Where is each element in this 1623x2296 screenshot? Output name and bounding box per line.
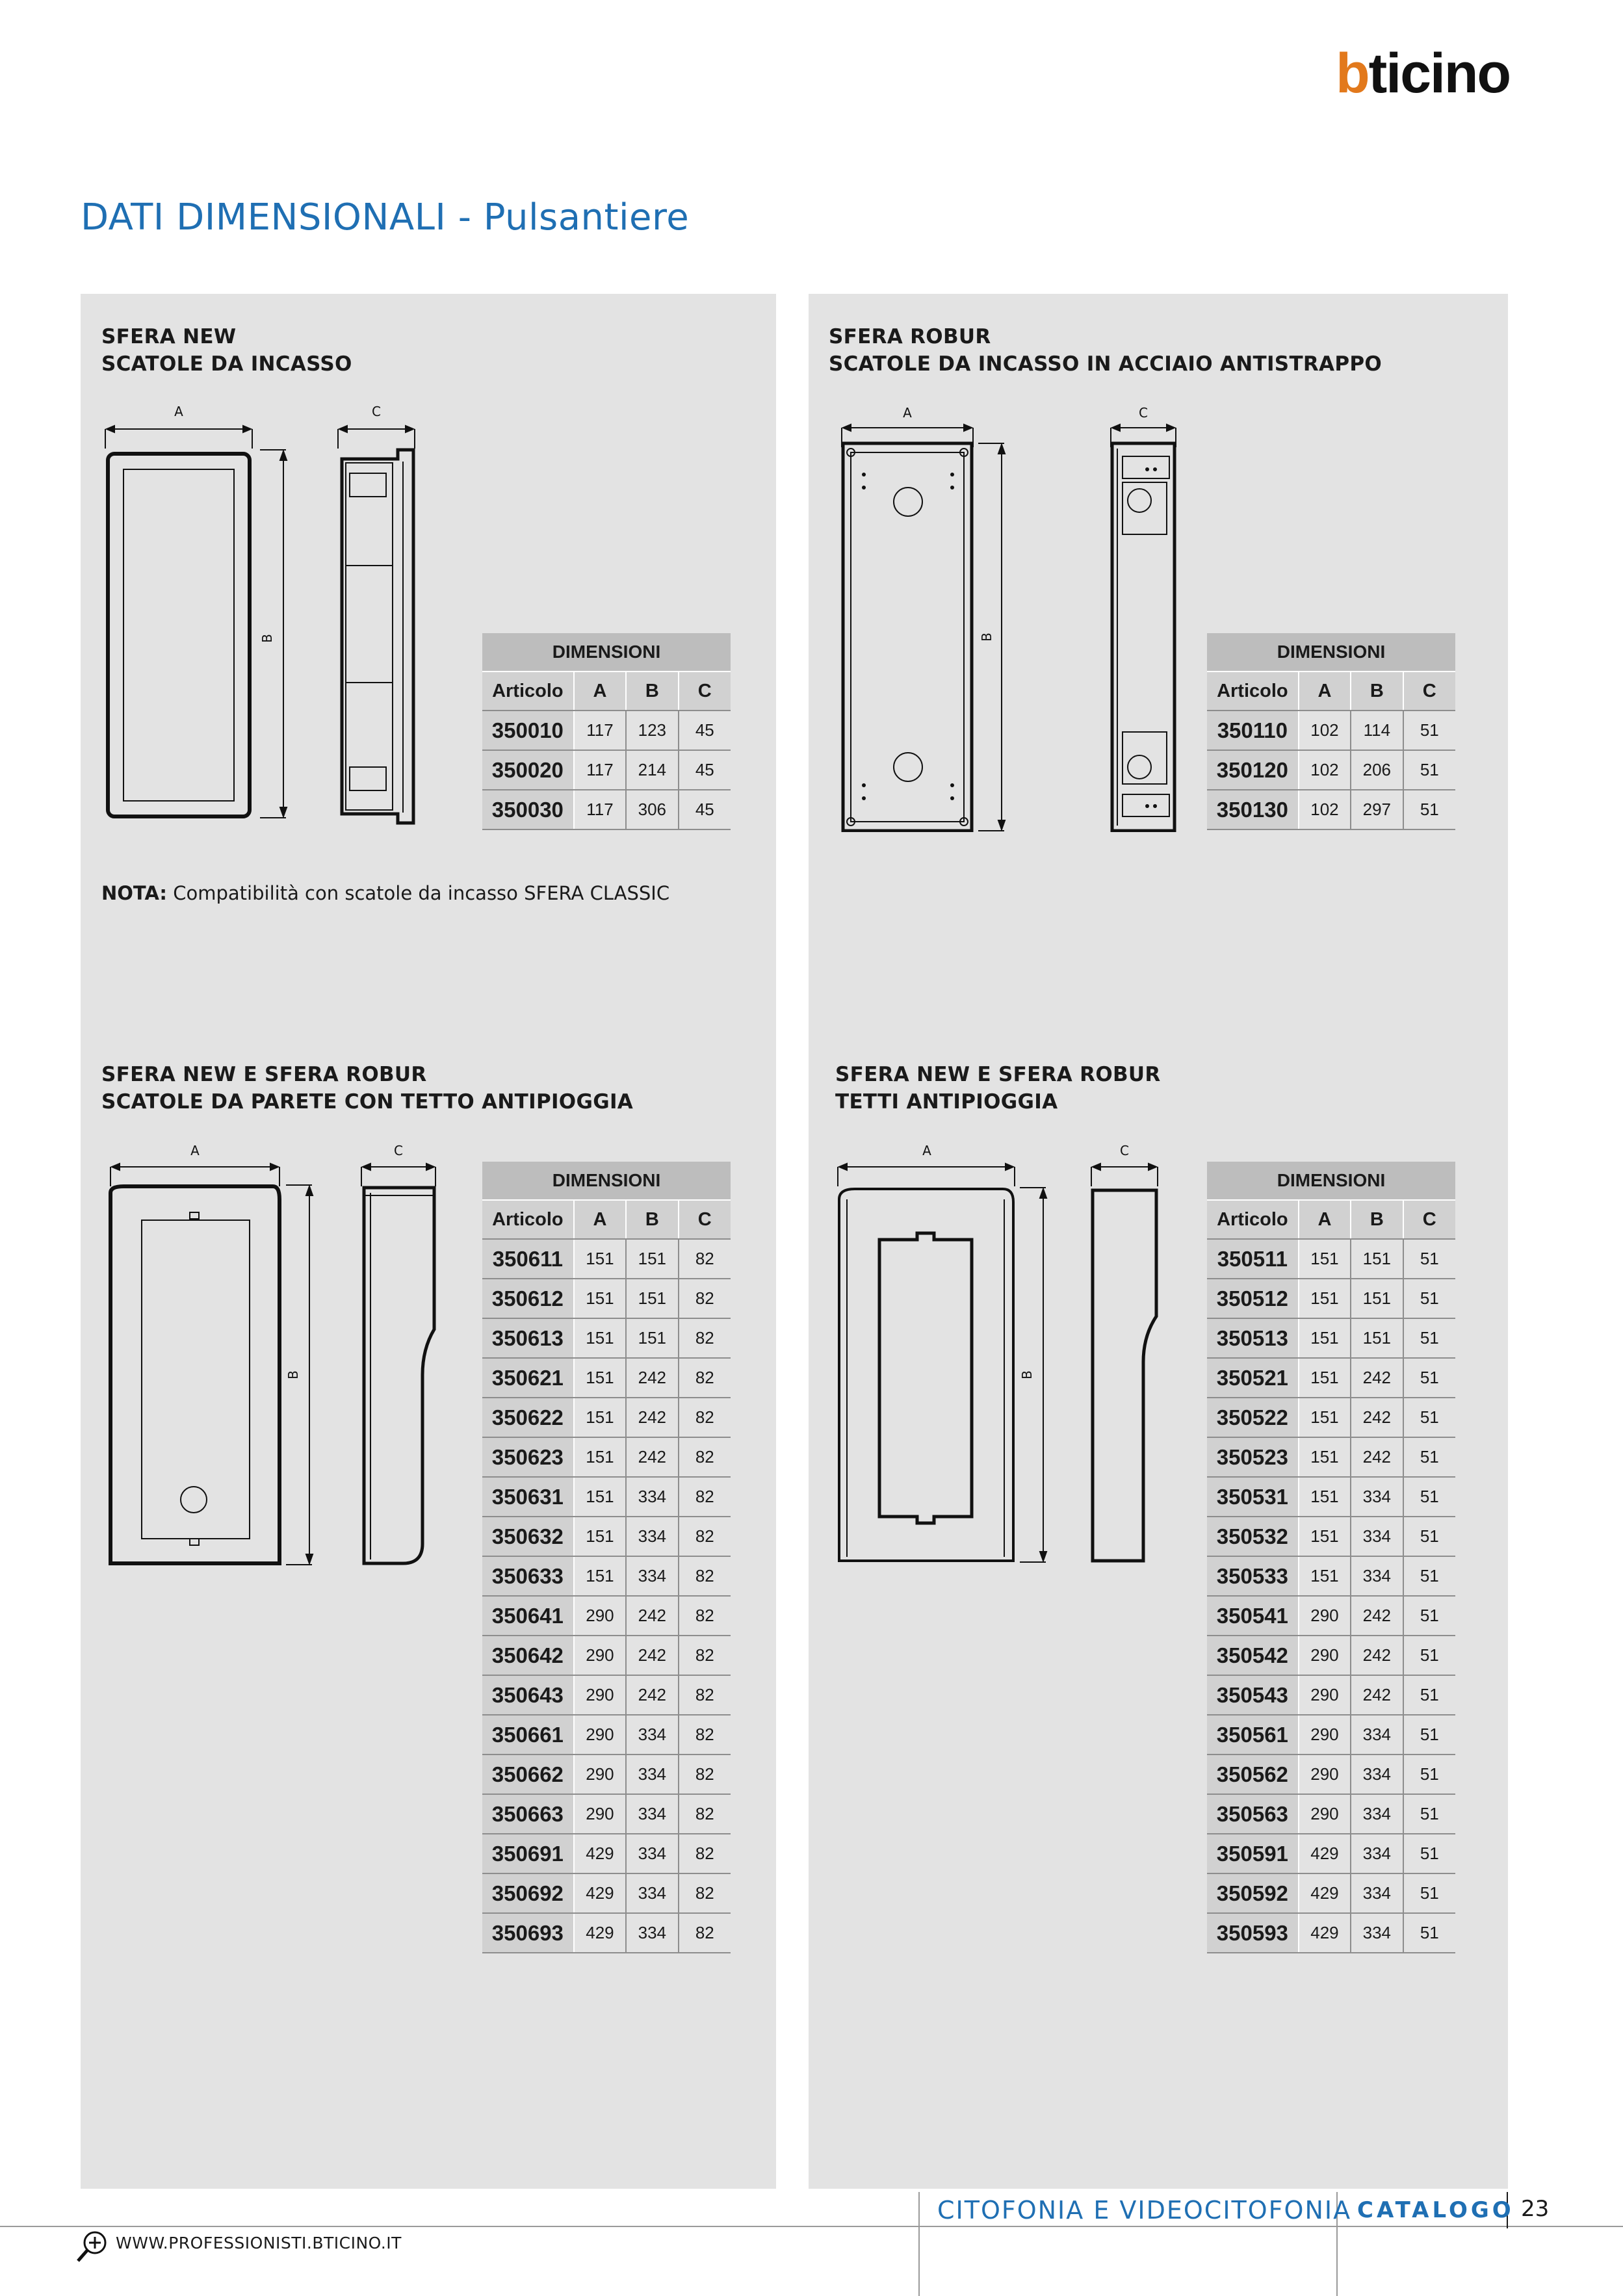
dim-a-value: 151	[574, 1398, 626, 1437]
table-row	[1207, 1834, 1455, 1873]
table-row	[482, 750, 731, 790]
dim-label-b: B	[979, 633, 994, 642]
dim-a-value: 429	[574, 1834, 626, 1873]
dim-b-value: 334	[1351, 1477, 1403, 1517]
article-code: 350543	[1207, 1675, 1299, 1715]
dim-b-value: 334	[626, 1517, 678, 1556]
column-header-c: C	[1403, 1200, 1455, 1239]
dim-label-c: C	[394, 1143, 403, 1158]
compatibility-note: NOTA: Compatibilità con scatole da incasso SFERA CLASSIC	[101, 882, 670, 904]
dim-a-value: 151	[1299, 1318, 1351, 1358]
column-header-b: B	[1351, 1200, 1403, 1239]
dim-b-value: 334	[1351, 1755, 1403, 1794]
footer-website-link[interactable]: WWW.PROFESSIONISTI.BTICINO.IT	[116, 2234, 402, 2252]
table-row	[482, 1398, 731, 1437]
article-code: 350533	[1207, 1556, 1299, 1596]
dim-b-value: 242	[1351, 1636, 1403, 1675]
article-code: 350110	[1207, 711, 1299, 750]
dim-a-value: 151	[574, 1358, 626, 1398]
dim-b-value: 297	[1351, 790, 1403, 829]
dim-b-value: 334	[626, 1755, 678, 1794]
drawing-sfera-new-incasso	[97, 397, 435, 832]
dim-c-value: 82	[679, 1715, 731, 1755]
article-code: 350532	[1207, 1517, 1299, 1556]
footer-catalog-label: CATALOGO	[1357, 2197, 1514, 2223]
dim-b-value: 334	[626, 1913, 678, 1953]
article-code: 350030	[482, 790, 574, 829]
dim-a-value: 151	[1299, 1239, 1351, 1279]
dim-b-value: 334	[626, 1477, 678, 1517]
table-row	[482, 1794, 731, 1834]
dim-c-value: 51	[1403, 1596, 1455, 1636]
dim-c-value: 82	[679, 1437, 731, 1477]
table-row	[1207, 790, 1455, 829]
table-group-header: DIMENSIONI	[482, 633, 731, 672]
dim-c-value: 82	[679, 1556, 731, 1596]
column-header-article: Articolo	[1207, 672, 1299, 711]
dim-c-value: 51	[1403, 1755, 1455, 1794]
dim-b-value: 151	[626, 1279, 678, 1318]
dim-label-c: C	[1139, 405, 1148, 421]
page-title: DATI DIMENSIONALI - Pulsantiere	[81, 196, 690, 239]
article-code: 350631	[482, 1477, 574, 1517]
dim-a-value: 151	[1299, 1437, 1351, 1477]
footer-separator	[918, 2192, 920, 2296]
dim-a-value: 290	[1299, 1715, 1351, 1755]
dim-b-value: 242	[1351, 1358, 1403, 1398]
dim-a-value: 102	[1299, 750, 1351, 790]
dim-a-value: 151	[1299, 1556, 1351, 1596]
dim-label-c: C	[372, 404, 381, 419]
dim-b-value: 334	[626, 1556, 678, 1596]
table-row	[482, 1913, 731, 1953]
dim-c-value: 82	[679, 1636, 731, 1675]
column-header-a: A	[574, 672, 626, 711]
dim-b-value: 242	[1351, 1596, 1403, 1636]
table-row	[482, 1636, 731, 1675]
table-row	[1207, 1437, 1455, 1477]
table-row	[482, 1477, 731, 1517]
dim-b-value: 242	[626, 1636, 678, 1675]
dim-label-b: B	[285, 1370, 301, 1379]
article-code: 350593	[1207, 1913, 1299, 1953]
footer-divider	[0, 2226, 1623, 2227]
column-header-c: C	[1403, 672, 1455, 711]
table-row	[1207, 1239, 1455, 1279]
dim-c-value: 82	[679, 1279, 731, 1318]
article-code: 350523	[1207, 1437, 1299, 1477]
dim-label-c: C	[1120, 1143, 1129, 1158]
dim-c-value: 51	[1403, 790, 1455, 829]
article-code: 350693	[482, 1913, 574, 1953]
dim-c-value: 51	[1403, 1437, 1455, 1477]
dim-b-value: 334	[1351, 1794, 1403, 1834]
dim-a-value: 117	[574, 790, 626, 829]
table-row	[1207, 1517, 1455, 1556]
article-code: 350541	[1207, 1596, 1299, 1636]
dim-a-value: 102	[1299, 790, 1351, 829]
dim-c-value: 51	[1403, 1318, 1455, 1358]
article-code: 350612	[482, 1279, 574, 1318]
table-row	[1207, 1636, 1455, 1675]
table-row	[482, 1834, 731, 1873]
dim-b-value: 151	[626, 1239, 678, 1279]
table-row	[482, 1715, 731, 1755]
article-code: 350621	[482, 1358, 574, 1398]
dim-a-value: 429	[574, 1913, 626, 1953]
dim-label-b: B	[1019, 1370, 1035, 1379]
dim-c-value: 82	[679, 1675, 731, 1715]
table-row	[482, 790, 731, 829]
dim-c-value: 51	[1403, 1358, 1455, 1398]
dim-c-value: 82	[679, 1596, 731, 1636]
article-code: 350611	[482, 1239, 574, 1279]
dim-a-value: 290	[1299, 1794, 1351, 1834]
dim-c-value: 82	[679, 1873, 731, 1913]
column-header-a: A	[1299, 672, 1351, 711]
dim-c-value: 51	[1403, 1794, 1455, 1834]
dim-a-value: 290	[574, 1596, 626, 1636]
dim-c-value: 82	[679, 1358, 731, 1398]
drawing-scatole-parete	[97, 1141, 461, 1583]
dim-a-value: 151	[1299, 1358, 1351, 1398]
table-row	[1207, 1913, 1455, 1953]
dim-b-value: 334	[1351, 1913, 1403, 1953]
dim-b-value: 334	[626, 1873, 678, 1913]
dim-b-value: 151	[1351, 1239, 1403, 1279]
dim-a-value: 290	[574, 1675, 626, 1715]
table-row	[482, 1318, 731, 1358]
dim-c-value: 82	[679, 1913, 731, 1953]
article-code: 350642	[482, 1636, 574, 1675]
column-header-a: A	[574, 1200, 626, 1239]
table-row	[482, 1358, 731, 1398]
column-header-b: B	[626, 672, 678, 711]
dim-a-value: 151	[574, 1477, 626, 1517]
dim-b-value: 151	[626, 1318, 678, 1358]
dim-a-value: 290	[1299, 1755, 1351, 1794]
dim-c-value: 82	[679, 1834, 731, 1873]
dim-c-value: 82	[679, 1239, 731, 1279]
dim-a-value: 151	[574, 1556, 626, 1596]
table-group-header: DIMENSIONI	[1207, 1162, 1455, 1200]
dim-b-value: 334	[1351, 1517, 1403, 1556]
article-code: 350120	[1207, 750, 1299, 790]
section-title-scatole-parete: SFERA NEW E SFERA ROBUR SCATOLE DA PARETE CON TETTO ANTIPIOGGIA	[101, 1063, 634, 1114]
column-header-c: C	[679, 1200, 731, 1239]
bticino-logo: bticino	[1336, 42, 1510, 105]
dim-c-value: 51	[1403, 1834, 1455, 1873]
dim-c-value: 51	[1403, 1715, 1455, 1755]
dim-a-value: 429	[1299, 1913, 1351, 1953]
table-row	[482, 1437, 731, 1477]
dim-c-value: 51	[1403, 750, 1455, 790]
magnifier-plus-icon	[74, 2228, 110, 2265]
dim-b-value: 242	[626, 1398, 678, 1437]
dim-label-b: B	[259, 634, 275, 643]
dim-b-value: 242	[626, 1358, 678, 1398]
table-row	[482, 1279, 731, 1318]
table-row	[1207, 1794, 1455, 1834]
column-header-article: Articolo	[482, 672, 574, 711]
article-code: 350512	[1207, 1279, 1299, 1318]
dim-a-value: 151	[1299, 1477, 1351, 1517]
dim-label-a: A	[922, 1143, 931, 1158]
dim-label-a: A	[190, 1143, 200, 1158]
dim-b-value: 334	[626, 1794, 678, 1834]
dim-b-value: 242	[1351, 1398, 1403, 1437]
dim-b-value: 334	[1351, 1556, 1403, 1596]
dim-a-value: 429	[1299, 1873, 1351, 1913]
footer-section-name: CITOFONIA E VIDEOCITOFONIA	[937, 2196, 1352, 2224]
dim-a-value: 290	[1299, 1636, 1351, 1675]
dim-c-value: 82	[679, 1755, 731, 1794]
article-code: 350511	[1207, 1239, 1299, 1279]
dim-a-value: 429	[1299, 1834, 1351, 1873]
dim-c-value: 51	[1403, 1556, 1455, 1596]
article-code: 350020	[482, 750, 574, 790]
dim-a-value: 151	[574, 1239, 626, 1279]
table-row	[482, 1755, 731, 1794]
table-group-header: DIMENSIONI	[1207, 633, 1455, 672]
dim-a-value: 290	[574, 1755, 626, 1794]
article-code: 350622	[482, 1398, 574, 1437]
dim-c-value: 51	[1403, 1913, 1455, 1953]
column-header-c: C	[679, 672, 731, 711]
article-code: 350691	[482, 1834, 574, 1873]
dim-c-value: 82	[679, 1318, 731, 1358]
dim-a-value: 429	[574, 1873, 626, 1913]
dim-b-value: 334	[1351, 1873, 1403, 1913]
article-code: 350692	[482, 1873, 574, 1913]
dim-c-value: 51	[1403, 1873, 1455, 1913]
table-row	[1207, 1477, 1455, 1517]
table-row	[482, 1596, 731, 1636]
article-code: 350641	[482, 1596, 574, 1636]
table-row	[482, 711, 731, 750]
table-row	[1207, 1755, 1455, 1794]
dim-b-value: 151	[1351, 1318, 1403, 1358]
dim-label-a: A	[174, 404, 183, 419]
dim-b-value: 242	[626, 1437, 678, 1477]
table-row	[1207, 711, 1455, 750]
article-code: 350561	[1207, 1715, 1299, 1755]
table-group-header: DIMENSIONI	[482, 1162, 731, 1200]
article-code: 350531	[1207, 1477, 1299, 1517]
dim-b-value: 214	[626, 750, 678, 790]
table-scatole-parete	[482, 1162, 731, 1953]
table-row	[1207, 1398, 1455, 1437]
article-code: 350521	[1207, 1358, 1299, 1398]
article-code: 350562	[1207, 1755, 1299, 1794]
dim-b-value: 242	[1351, 1675, 1403, 1715]
table-row	[482, 1239, 731, 1279]
dim-b-value: 242	[626, 1675, 678, 1715]
table-row	[482, 1675, 731, 1715]
drawing-sfera-robur-incasso	[829, 397, 1193, 832]
dim-c-value: 82	[679, 1477, 731, 1517]
drawing-tetti-antipioggia	[829, 1141, 1193, 1583]
table-row	[1207, 1596, 1455, 1636]
table-row	[1207, 1715, 1455, 1755]
section-title-sfera-new-incasso: SFERA NEW SCATOLE DA INCASSO	[101, 325, 352, 376]
dim-b-value: 114	[1351, 711, 1403, 750]
table-row	[1207, 750, 1455, 790]
article-code: 350613	[482, 1318, 574, 1358]
dim-c-value: 82	[679, 1794, 731, 1834]
article-code: 350663	[482, 1794, 574, 1834]
table-row	[1207, 1556, 1455, 1596]
article-code: 350623	[482, 1437, 574, 1477]
table-row	[1207, 1873, 1455, 1913]
dim-a-value: 117	[574, 750, 626, 790]
table-sfera-new-incasso	[482, 633, 731, 830]
dim-c-value: 51	[1403, 711, 1455, 750]
dim-a-value: 151	[574, 1279, 626, 1318]
table-sfera-robur-incasso	[1207, 633, 1455, 830]
dim-a-value: 290	[574, 1794, 626, 1834]
dim-a-value: 290	[1299, 1596, 1351, 1636]
table-row	[1207, 1675, 1455, 1715]
dim-a-value: 151	[574, 1437, 626, 1477]
table-row	[1207, 1279, 1455, 1318]
dim-b-value: 206	[1351, 750, 1403, 790]
column-header-article: Articolo	[1207, 1200, 1299, 1239]
table-row	[482, 1873, 731, 1913]
section-title-tetti-antipioggia: SFERA NEW E SFERA ROBUR TETTI ANTIPIOGGIA	[835, 1063, 1161, 1114]
dim-b-value: 123	[626, 711, 678, 750]
column-header-article: Articolo	[482, 1200, 574, 1239]
dim-a-value: 102	[1299, 711, 1351, 750]
table-tetti-antipioggia	[1207, 1162, 1455, 1953]
article-code: 350592	[1207, 1873, 1299, 1913]
column-header-b: B	[1351, 672, 1403, 711]
column-header-b: B	[626, 1200, 678, 1239]
dim-a-value: 290	[1299, 1675, 1351, 1715]
dim-a-value: 151	[574, 1517, 626, 1556]
dim-c-value: 45	[679, 711, 731, 750]
dim-a-value: 151	[574, 1318, 626, 1358]
dim-b-value: 334	[626, 1834, 678, 1873]
dim-c-value: 82	[679, 1398, 731, 1437]
dim-a-value: 117	[574, 711, 626, 750]
section-title-sfera-robur-incasso: SFERA ROBUR SCATOLE DA INCASSO IN ACCIAIO ANTISTRAPPO	[829, 325, 1383, 376]
article-code: 350591	[1207, 1834, 1299, 1873]
article-code: 350643	[482, 1675, 574, 1715]
dim-c-value: 51	[1403, 1239, 1455, 1279]
article-code: 350563	[1207, 1794, 1299, 1834]
dim-b-value: 306	[626, 790, 678, 829]
dim-c-value: 82	[679, 1517, 731, 1556]
dim-a-value: 290	[574, 1636, 626, 1675]
table-row	[482, 1556, 731, 1596]
dim-a-value: 151	[1299, 1279, 1351, 1318]
dim-c-value: 51	[1403, 1675, 1455, 1715]
dim-b-value: 334	[626, 1715, 678, 1755]
dim-b-value: 334	[1351, 1715, 1403, 1755]
article-code: 350542	[1207, 1636, 1299, 1675]
dim-c-value: 51	[1403, 1517, 1455, 1556]
dim-a-value: 151	[1299, 1398, 1351, 1437]
dim-label-a: A	[903, 405, 912, 421]
dim-c-value: 51	[1403, 1398, 1455, 1437]
page-number: 23	[1521, 2196, 1550, 2222]
dim-b-value: 334	[1351, 1834, 1403, 1873]
dim-c-value: 51	[1403, 1477, 1455, 1517]
column-header-a: A	[1299, 1200, 1351, 1239]
dim-c-value: 51	[1403, 1279, 1455, 1318]
dim-c-value: 45	[679, 750, 731, 790]
dim-c-value: 51	[1403, 1636, 1455, 1675]
dim-b-value: 151	[1351, 1279, 1403, 1318]
article-code: 350662	[482, 1755, 574, 1794]
article-code: 350130	[1207, 790, 1299, 829]
dim-a-value: 290	[574, 1715, 626, 1755]
dim-a-value: 151	[1299, 1517, 1351, 1556]
dim-c-value: 45	[679, 790, 731, 829]
dim-b-value: 242	[626, 1596, 678, 1636]
article-code: 350010	[482, 711, 574, 750]
article-code: 350522	[1207, 1398, 1299, 1437]
dim-b-value: 242	[1351, 1437, 1403, 1477]
article-code: 350661	[482, 1715, 574, 1755]
article-code: 350632	[482, 1517, 574, 1556]
table-row	[1207, 1358, 1455, 1398]
article-code: 350513	[1207, 1318, 1299, 1358]
article-code: 350633	[482, 1556, 574, 1596]
table-row	[482, 1517, 731, 1556]
table-row	[1207, 1318, 1455, 1358]
